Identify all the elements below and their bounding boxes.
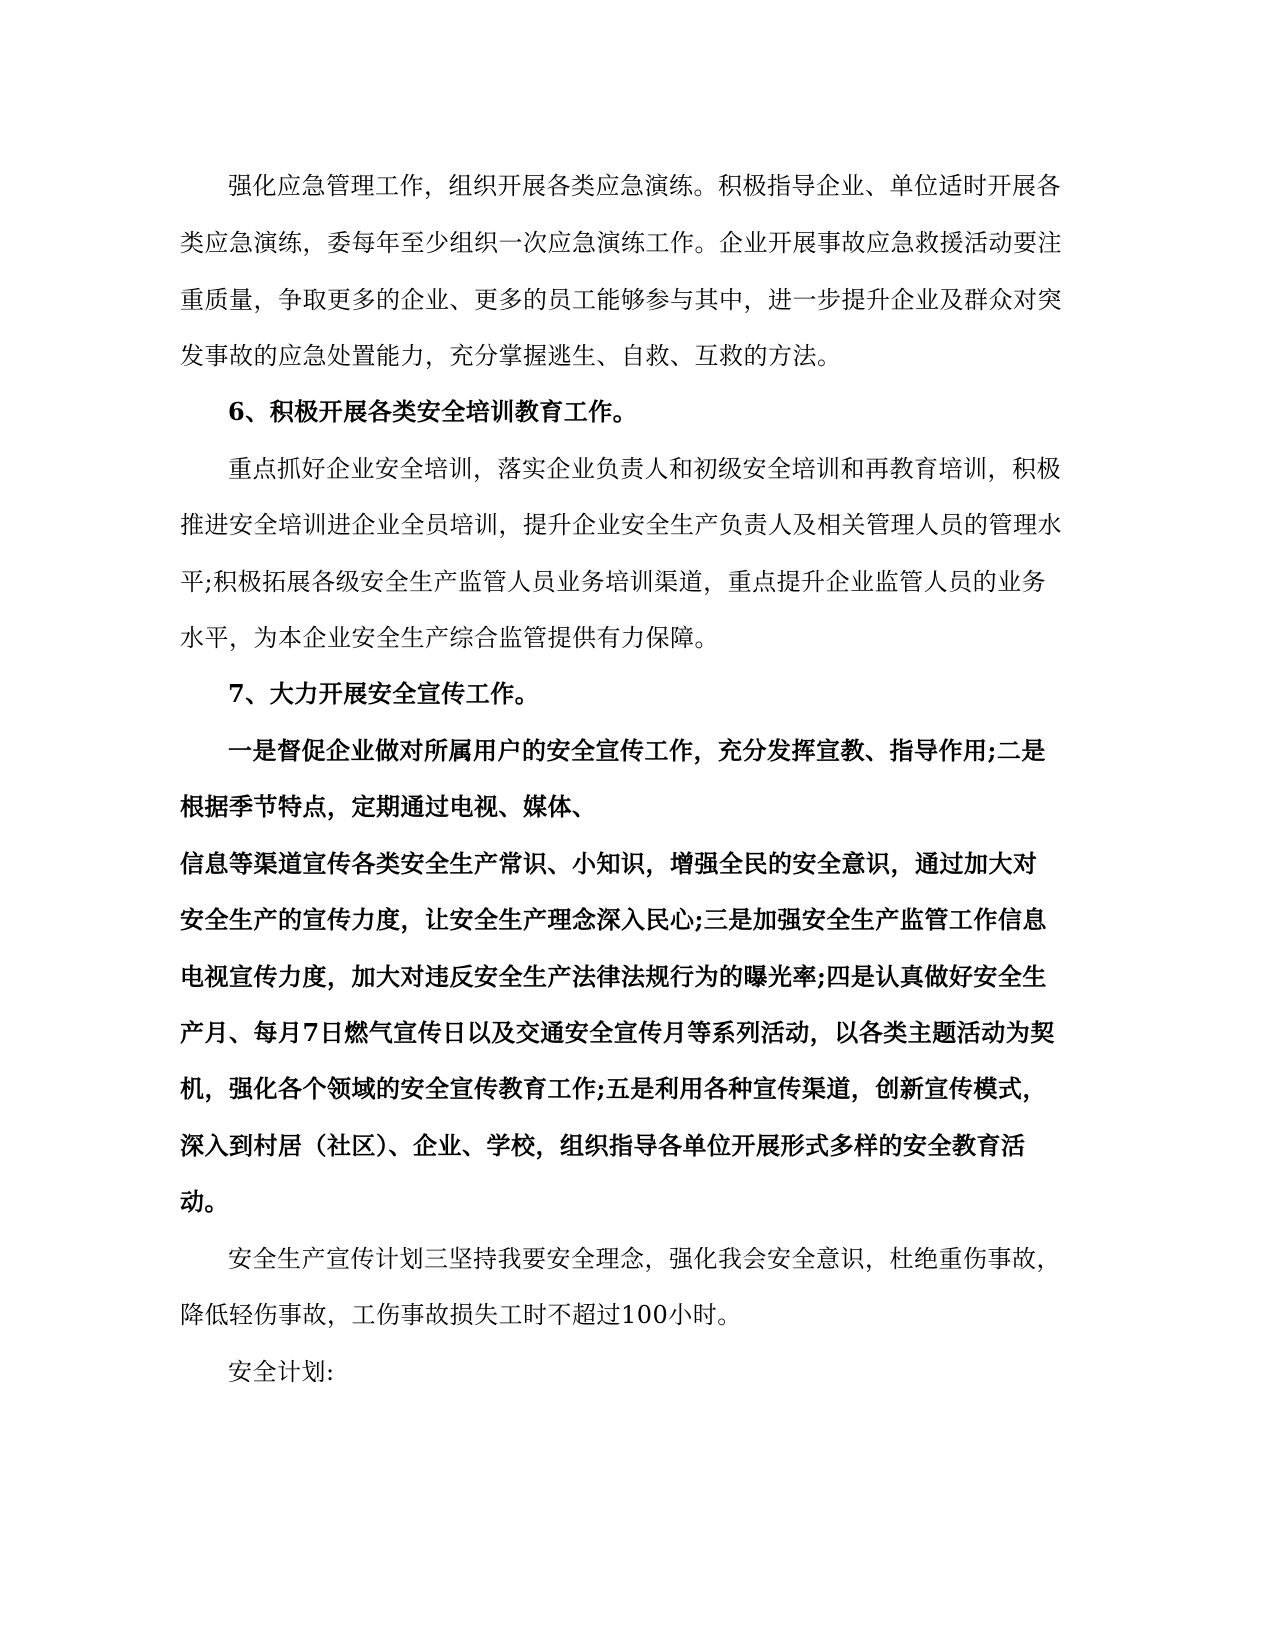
paragraph-plan-line-1: 安全生产宣传计划三坚持我要安全理念，强化我会安全意识，杜绝重伤事故， — [228, 1245, 1061, 1273]
paragraph-publicity-line-9: 动。 — [180, 1187, 229, 1216]
paragraph-emergency-line-1: 强化应急管理工作，组织开展各类应急演练。积极指导企业、单位适时开展各 — [228, 172, 1061, 200]
paragraph-emergency-line-3: 重质量，争取更多的企业、更多的员工能够参与其中，进一步提升企业及群众对突 — [180, 286, 1062, 314]
heading-section-6: 6、积极开展各类安全培训教育工作。 — [228, 397, 638, 426]
paragraph-emergency-line-2: 类应急演练，委每年至少组织一次应急演练工作。企业开展事故应急救援活动要注 — [180, 229, 1062, 257]
paragraph-publicity-line-4: 安全生产的宣传力度，让安全生产理念深入民心;三是加强安全生产监管工作信息 — [180, 905, 1047, 934]
paragraph-publicity-line-6: 产月、每月7日燃气宣传日以及交通安全宣传月等系列活动，以各类主题活动为契 — [180, 1018, 1055, 1047]
paragraph-publicity-line-8: 深入到村居（社区）、企业、学校，组织指导各单位开展形式多样的安全教育活 — [180, 1131, 1026, 1160]
paragraph-emergency-line-4: 发事故的应急处置能力，充分掌握逃生、自救、互救的方法。 — [180, 342, 842, 370]
paragraph-training-line-1: 重点抓好企业安全培训，落实企业负责人和初级安全培训和再教育培训，积极 — [228, 455, 1061, 483]
paragraph-training-line-2: 推进安全培训进企业全员培训，提升企业安全生产负责人及相关管理人员的管理水 — [180, 511, 1062, 539]
heading-section-7: 7、大力开展安全宣传工作。 — [228, 679, 540, 708]
paragraph-training-line-4: 水平，为本企业安全生产综合监管提供有力保障。 — [180, 624, 719, 652]
paragraph-publicity-line-7: 机，强化各个领域的安全宣传教育工作;五是利用各种宣传渠道，创新宣传模式， — [180, 1074, 1047, 1103]
paragraph-plan-line-2: 降低轻伤事故，工伤事故损失工时不超过100小时。 — [180, 1301, 742, 1329]
paragraph-publicity-line-1: 一是督促企业做对所属用户的安全宣传工作，充分发挥宣教、指导作用;二是 — [228, 736, 1046, 765]
paragraph-publicity-line-5: 电视宣传力度，加大对违反安全生产法律法规行为的曝光率;四是认真做好安全生 — [180, 962, 1047, 991]
paragraph-publicity-line-3: 信息等渠道宣传各类安全生产常识、小知识，增强全民的安全意识，通过加大对 — [180, 849, 1038, 878]
paragraph-publicity-line-2: 根据季节特点，定期通过电视、媒体、 — [180, 792, 597, 821]
paragraph-safety-plan: 安全计划: — [228, 1358, 335, 1386]
paragraph-training-line-3: 平;积极拓展各级安全生产监管人员业务培训渠道，重点提升企业监管人员的业务 — [180, 568, 1047, 596]
